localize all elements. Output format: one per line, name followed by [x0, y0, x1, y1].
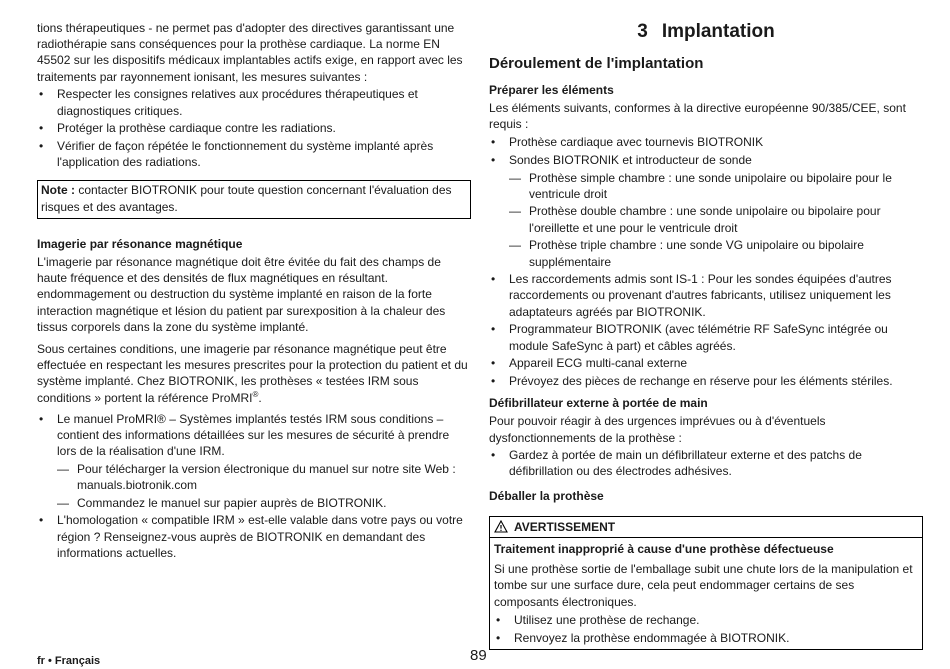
list-item: • Utilisez une prothèse de rechange.: [494, 612, 918, 628]
note-label: Note :: [41, 183, 75, 198]
list-item: • Protéger la prothèse cardiaque contre les radiations.: [37, 120, 471, 136]
page-number: 89: [470, 647, 487, 664]
mri-paragraph-2: [37, 341, 471, 406]
chapter-heading: [489, 20, 923, 44]
list-item: • Les raccordements admis sont IS-1 : Pour les sondes équipées d'autres raccordements ou provenant d'autres fabricants, utilisez uniquement les adaptateurs agréés par BIOTRONIK.: [489, 271, 923, 320]
defib-heading: Défibrillateur externe à portée de main: [489, 396, 708, 411]
dash-item: — Prothèse double chambre : une sonde unipolaire ou bipolaire pour l'oreillette et une pour le ventricule droit: [489, 203, 923, 235]
chapter-number: 3: [637, 21, 648, 42]
warning-box: [489, 516, 923, 650]
warning-title: Traitement inapproprié à cause d'une prothèse défectueuse: [494, 542, 834, 557]
list-item: • L'homologation « compatible IRM » est-elle valable dans votre pays ou votre région ? Renseignez-vous auprès de BIOTRONIK en demandant des informations actuelles.: [37, 512, 471, 561]
list-item: • Respecter les consignes relatives aux procédures thérapeutiques et diagnostiques critiques.: [37, 86, 471, 118]
prep-list: [489, 134, 923, 389]
list-item: • Prothèse cardiaque avec tournevis BIOTRONIK: [489, 134, 923, 150]
note-text: contacter BIOTRONIK pour toute question concernant l'évaluation des risques et des avantages.: [41, 183, 452, 214]
defib-paragraph: Pour pouvoir réagir à des urgences imprévues ou à d'éventuels dysfonctionnements de la prothèse :: [489, 414, 826, 445]
chapter-title: Implantation: [661, 21, 775, 42]
warning-body: [490, 538, 922, 649]
intro-paragraph: tions thérapeutiques - ne permet pas d'adopter des directives garantissant une radiothérapie sans conséquences pour la prothèse cardiaque. La norme EN 45502 sur les dispositifs médicaux implantables actifs exige, en rapport avec les traitements par rayonnement ionisant, les mesures suivantes :: [37, 21, 463, 84]
warning-list: [494, 612, 918, 646]
prep-intro: Les éléments suivants, conformes à la directive européenne 90/385/CEE, sont requis :: [489, 101, 906, 132]
left-column: [37, 20, 471, 561]
dash-item: — Prothèse triple chambre : une sonde VG unipolaire ou bipolaire supplémentaire: [489, 237, 923, 269]
prep-heading: Préparer les éléments: [489, 83, 614, 97]
registered-mark: ®: [252, 389, 259, 399]
promri-list: [37, 411, 471, 561]
warning-text: Si une prothèse sortie de l'emballage subit une chute lors de la manipulation et tombe sur une surface dure, cela peut endommager certains de ses composants électroniques.: [494, 562, 913, 609]
dash-item: — Commandez le manuel sur papier auprès de BIOTRONIK.: [37, 495, 471, 511]
list-item: • Renvoyez la prothèse endommagée à BIOTRONIK.: [494, 630, 918, 646]
mri-paragraph-2-text: Sous certaines conditions, une imagerie par résonance magnétique peut être effectuée en respectant les mesures prescrites pour la protection du patient et du système implanté. Chez BIOTRONIK, les prothèses « testées IRM sous conditions » portent la référence ProMRI: [37, 341, 468, 405]
right-column: [489, 20, 923, 650]
defib-list: [489, 447, 923, 479]
list-item: • Gardez à portée de main un défibrillateur externe et des patchs de défibrillation ou des électrodes adhésives.: [489, 447, 923, 479]
mri-paragraph-2-end: .: [258, 390, 262, 405]
warning-triangle-icon: [494, 520, 508, 533]
mri-heading: Imagerie par résonance magnétique: [37, 236, 243, 251]
list-item: • Sondes BIOTRONIK et introducteur de sonde: [489, 152, 923, 168]
note-box: [37, 180, 471, 218]
footer-language: fr • Français: [37, 655, 101, 667]
dash-item: — Pour télécharger la version électronique du manuel sur notre site Web : manuals.biotronik.com: [37, 461, 471, 493]
section-title: Déroulement de l'implantation: [489, 55, 704, 72]
list-item: • Appareil ECG multi-canal externe: [489, 355, 923, 371]
radiation-measures-list: [37, 86, 471, 170]
list-item: • Programmateur BIOTRONIK (avec télémétrie RF SafeSync intégrée ou module SafeSync à part) et câbles agréés.: [489, 321, 923, 353]
mri-paragraph-1: L'imagerie par résonance magnétique doit être évitée du fait des champs de haute fréquence et des densités de flux magnétiques en résultant. endommagement ou destruction du système implanté en raison de la forte interaction magnétique et lésion du patient par surexposition à la chaleur des tissus corporels dans la zone du système implanté.: [37, 254, 446, 334]
list-item: • Le manuel ProMRI® – Systèmes implantés testés IRM sous conditions – contient des informations détaillées sur les mesures de sécurité à prendre lors de la réalisation d'une IRM.: [37, 411, 471, 460]
warning-header: [490, 517, 922, 538]
list-item: • Prévoyez des pièces de rechange en réserve pour les éléments stériles.: [489, 373, 923, 389]
dash-item: — Prothèse simple chambre : une sonde unipolaire ou bipolaire pour le ventricule droit: [489, 170, 923, 202]
warning-label: AVERTISSEMENT: [514, 519, 616, 534]
list-item: • Vérifier de façon répétée le fonctionnement du système implanté après l'application des radiations.: [37, 138, 471, 170]
unpack-heading: Déballer la prothèse: [489, 488, 604, 503]
